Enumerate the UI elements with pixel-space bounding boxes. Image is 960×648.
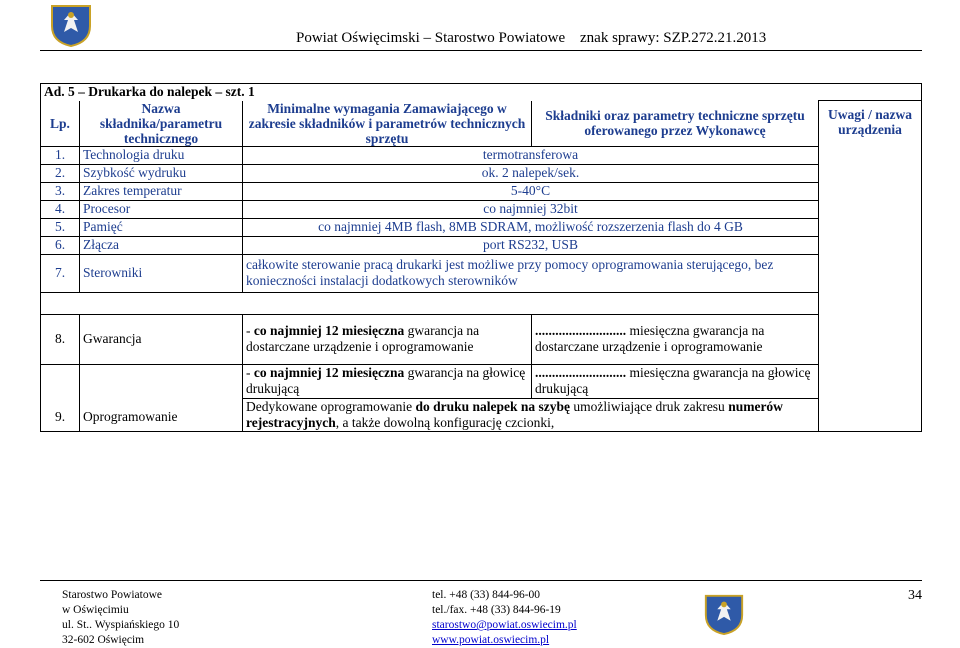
footer-contact xyxy=(432,588,577,648)
row-req: co najmniej 4MB flash, 8MB SDRAM, możliwość rozszerzenia flash do 4 GB xyxy=(243,218,819,236)
footer-line: w Oświęcimiu xyxy=(62,604,129,616)
row-lp: 1. xyxy=(41,146,80,164)
header-left: Powiat Oświęcimski – Starostwo Powiatowe xyxy=(296,30,566,46)
page-number: 34 xyxy=(908,588,922,603)
row-name: Pamięć xyxy=(80,218,243,236)
row-req: ok. 2 nalepek/sek. xyxy=(243,164,819,182)
col-lp: Lp. xyxy=(41,101,80,147)
footer-tel: tel. +48 (33) 844-96-00 xyxy=(432,589,541,601)
row-lp: 7. xyxy=(41,254,80,292)
row-lp: 4. xyxy=(41,200,80,218)
row-req: co najmniej 32bit xyxy=(243,200,819,218)
row-req: port RS232, USB xyxy=(243,236,819,254)
footer-line: ul. St.. Wyspiańskiego 10 xyxy=(62,619,180,631)
col-offered: Składniki oraz parametry techniczne sprzętu oferowanego przez Wykonawcę xyxy=(532,101,819,147)
col-min-req: Minimalne wymagania Zamawiającego w zakresie składników i parametrów technicznych sprzętu xyxy=(243,101,532,147)
footer-line: 32-602 Oświęcim xyxy=(62,634,145,646)
coat-of-arms-icon xyxy=(702,590,746,638)
header-rule xyxy=(40,50,922,51)
row-name: Złącza xyxy=(80,236,243,254)
row-req: termotransferowa xyxy=(243,146,819,164)
row-lp: 5. xyxy=(41,218,80,236)
row-name: Zakres temperatur xyxy=(80,182,243,200)
row-req: 5-40°C xyxy=(243,182,819,200)
coat-of-arms-icon xyxy=(48,2,94,48)
spacer-row xyxy=(41,292,819,314)
col-notes: Uwagi / nazwa urządzenia xyxy=(819,101,922,432)
footer-www-link[interactable]: www.powiat.oswiecim.pl xyxy=(432,634,550,646)
warranty-req-1: - co najmniej 12 miesięczna gwarancja na dostarczane urządzenie i oprogramowanie xyxy=(243,314,532,364)
warranty-offer-1[interactable]: ........................... miesięczna gwarancja na dostarczane urządzenie i oprogramowanie xyxy=(532,314,819,364)
footer-rule xyxy=(40,580,922,581)
row-lp: 3. xyxy=(41,182,80,200)
footer-line: Starostwo Powiatowe xyxy=(62,589,162,601)
section-title: Ad. 5 – Drukarka do nalepek – szt. 1 xyxy=(41,84,922,101)
row-name: Technologia druku xyxy=(80,146,243,164)
footer-fax: tel./fax. +48 (33) 844-96-19 xyxy=(432,604,561,616)
row-name: Sterowniki xyxy=(80,254,243,292)
header-right: znak sprawy: SZP.272.21.2013 xyxy=(580,30,767,46)
software-lp: 9. xyxy=(41,364,80,431)
warranty-req-2: - co najmniej 12 miesięczna gwarancja na głowicę drukującą xyxy=(243,364,532,398)
col-name: Nazwa składnika/parametru technicznego xyxy=(80,101,243,147)
row-req: całkowite sterowanie pracą drukarki jest możliwe przy pomocy oprogramowania sterującego, bez konieczności instalacji dodatkowych sterowników xyxy=(243,254,819,292)
row-name: Szybkość wydruku xyxy=(80,164,243,182)
row-lp: 6. xyxy=(41,236,80,254)
warranty-lp: 8. xyxy=(41,314,80,364)
row-name: Procesor xyxy=(80,200,243,218)
footer-email-link[interactable]: starostwo@powiat.oswiecim.pl xyxy=(432,619,577,631)
warranty-name: Gwarancja xyxy=(80,314,243,364)
warranty-offer-2[interactable]: ........................... miesięczna gwarancja na głowicę drukującą xyxy=(532,364,819,398)
software-req: Dedykowane oprogramowanie do druku nalepek na szybę umożliwiające druk zakresu numerów rejestracyjnych, a także dowolną konfigurację czcionki, xyxy=(243,398,819,431)
spec-table xyxy=(40,83,922,432)
row-lp: 2. xyxy=(41,164,80,182)
software-name: Oprogramowanie xyxy=(80,364,243,431)
footer-address xyxy=(62,588,179,648)
